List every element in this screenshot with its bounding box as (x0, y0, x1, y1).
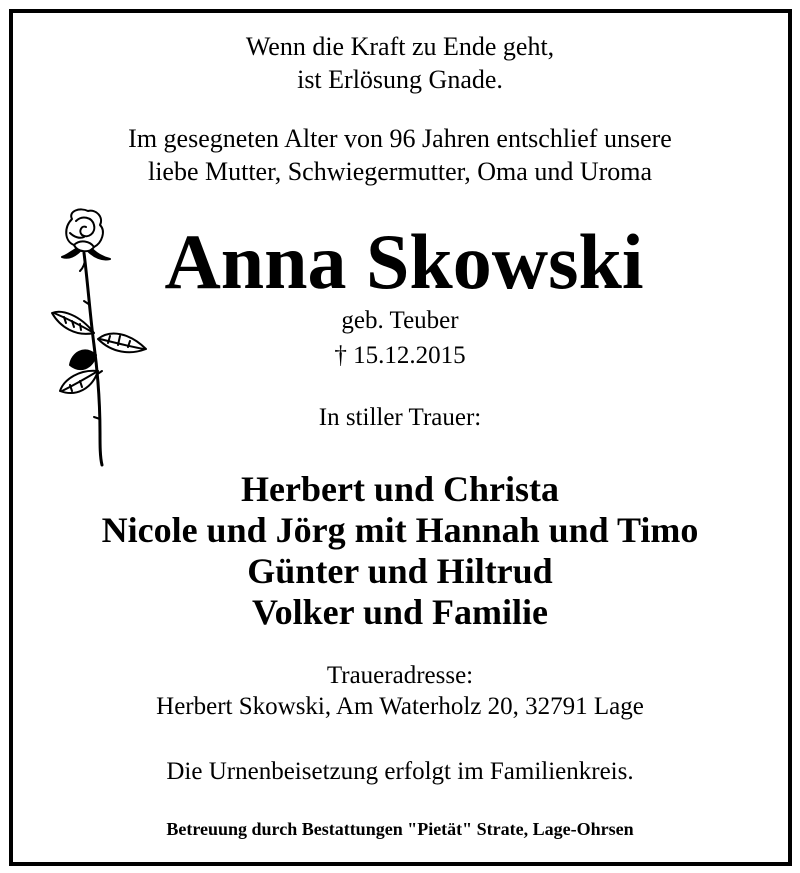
poem (0, 30, 800, 96)
death-date: † 15.12.2015 (334, 342, 466, 369)
poem-line-2: ist Erlösung Gnade. (297, 65, 503, 94)
funeral-home-footer: Betreuung durch Bestattungen "Pietät" Strate, Lage-Ohrsen (166, 819, 634, 839)
deceased-name: Anna Skowski (164, 218, 644, 305)
address-label: Traueradresse: (326, 662, 474, 689)
burial-note: Die Urnenbeisetzung erfolgt im Familienkreis. (166, 758, 634, 785)
family-member: Nicole und Jörg mit Hannah und Timo (101, 510, 699, 550)
address-value: Herbert Skowski, Am Waterholz 20, 32791 Lage (156, 693, 644, 720)
family-list (0, 469, 800, 633)
family-member: Herbert und Christa (241, 469, 559, 509)
intro-line-2: liebe Mutter, Schwiegermutter, Oma und Uroma (147, 157, 653, 186)
intro-line-1: Im gesegneten Alter von 96 Jahren entschlief unsere (128, 124, 672, 153)
birth-name: geb. Teuber (341, 307, 459, 334)
mourning-address (0, 660, 800, 722)
intro-text (0, 122, 800, 188)
poem-line-1: Wenn die Kraft zu Ende geht, (245, 32, 555, 61)
family-member: Volker und Familie (251, 592, 549, 632)
family-member: Günter und Hiltrud (247, 551, 553, 591)
mourning-heading: In stiller Trauer: (318, 404, 482, 431)
